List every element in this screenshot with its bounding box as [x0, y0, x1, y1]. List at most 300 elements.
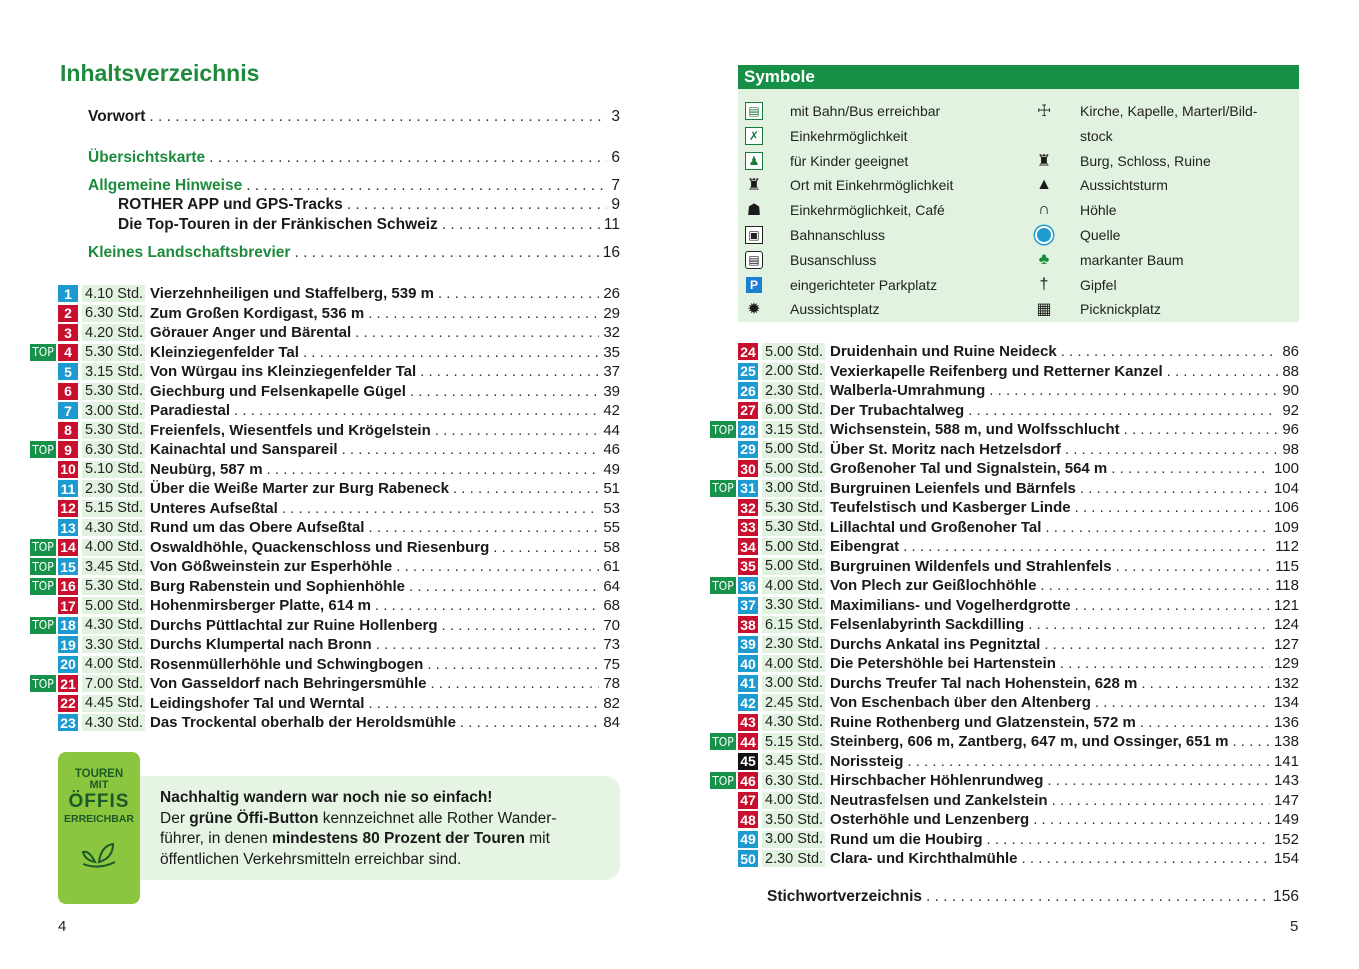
top-badge: TOP: [30, 539, 56, 556]
tour-row[interactable]: [710, 771, 1299, 791]
tour-number: 17: [58, 597, 78, 614]
church-icon: ☩: [1036, 103, 1052, 120]
tour-number: 30: [738, 460, 758, 477]
tour-row[interactable]: [710, 440, 1299, 460]
toc-entry-uebersichtskarte[interactable]: [88, 149, 620, 167]
offi-headline: Nachhaltig wandern war noch nie so einfach!: [160, 789, 493, 806]
toc-entry-vorwort[interactable]: [88, 108, 620, 126]
offi-text: [160, 788, 610, 870]
tour-row[interactable]: [30, 499, 620, 519]
toc-label: Allgemeine Hinweise: [88, 177, 243, 194]
castle-icon: ♜: [1036, 152, 1052, 170]
symbol-entry: [1033, 299, 1161, 319]
viewpoint-icon: ✹: [747, 301, 761, 319]
tour-page: 129: [1273, 655, 1299, 673]
tour-name: Von Eschenbach über den Altenberg: [830, 694, 1091, 712]
toc-label: Kleines Landschaftsbrevier: [88, 244, 291, 261]
tour-name: Steinberg, 606 m, Zantberg, 647 m, und Ossinger, 651 m: [830, 733, 1229, 751]
top-badge: TOP: [30, 441, 56, 458]
leader-dots: [1124, 421, 1279, 438]
top-badge: TOP: [30, 578, 56, 595]
tour-row[interactable]: [30, 518, 620, 538]
page-number-right: 5: [1290, 918, 1299, 935]
leader-dots: [460, 714, 599, 731]
tour-page: 90: [1282, 382, 1299, 400]
leaf-icon: [79, 838, 119, 870]
tour-number: 41: [738, 675, 758, 692]
family-icon: ♟: [743, 151, 765, 171]
tour-name: Neubürg, 587 m: [150, 460, 263, 478]
leader-dots: [1022, 850, 1270, 867]
tour-name: Die Petershöhle bei Hartenstein: [830, 655, 1056, 673]
tour-page: 154: [1273, 850, 1299, 868]
tour-page: 64: [603, 577, 620, 595]
tour-duration: 5.00 Std.: [762, 460, 825, 477]
toc-entry-brevier[interactable]: [88, 244, 620, 262]
tour-number: 13: [58, 519, 78, 536]
tour-name: Über die Weiße Marter zur Burg Rabeneck: [150, 480, 449, 498]
symbol-entry: [743, 225, 885, 245]
tour-row[interactable]: [710, 791, 1299, 811]
leader-dots: [1116, 558, 1272, 575]
tour-row[interactable]: [30, 713, 620, 733]
tour-name: Von Gößweinstein zur Esperhöhle: [150, 558, 393, 576]
tour-row[interactable]: [710, 732, 1299, 752]
tour-row[interactable]: [710, 615, 1299, 635]
tour-row[interactable]: [30, 304, 620, 324]
tour-duration: 4.30 Std.: [82, 617, 145, 634]
symbol-entry: [743, 250, 876, 270]
leader-dots: [1065, 441, 1278, 458]
tour-number: 1: [58, 285, 78, 302]
leader-dots: [1095, 694, 1270, 711]
tour-page: 84: [603, 714, 620, 732]
tour-row[interactable]: [710, 342, 1299, 362]
toc-entry-top-touren[interactable]: [118, 216, 620, 234]
tour-number: 42: [738, 694, 758, 711]
tour-page: 68: [603, 597, 620, 615]
tour-page: 73: [603, 636, 620, 654]
top-badge: TOP: [710, 480, 736, 497]
top-badge: TOP: [710, 772, 736, 789]
tour-duration: 5.30 Std.: [762, 499, 825, 516]
tour-row[interactable]: [30, 538, 620, 558]
tour-page: 149: [1273, 811, 1299, 829]
symbol-entry: [743, 101, 940, 121]
symbol-label: Burg, Schloss, Ruine: [1080, 152, 1211, 169]
tour-number: 50: [738, 850, 758, 867]
tour-number: 45: [738, 753, 758, 770]
tour-duration: 3.50 Std.: [762, 811, 825, 828]
tour-name: Ruine Rothenberg und Glatzenstein, 572 m: [830, 713, 1136, 731]
tour-number: 21: [58, 675, 78, 692]
symbol-entry: [1033, 101, 1257, 121]
leader-dots: [989, 382, 1278, 399]
top-badge: TOP: [30, 344, 56, 361]
tour-duration: 5.30 Std.: [82, 383, 145, 400]
toc-page: 6: [611, 149, 620, 166]
tour-page: 39: [603, 382, 620, 400]
tour-number: 19: [58, 636, 78, 653]
tour-row[interactable]: [30, 382, 620, 402]
tour-name: Freienfels, Wiesentfels und Krögelstein: [150, 421, 431, 439]
toc-label: Stichwortverzeichnis: [767, 888, 923, 905]
tour-name: Über St. Moritz nach Hetzelsdorf: [830, 440, 1061, 458]
leader-dots: [409, 578, 599, 595]
offi-text-part: kennzeichnet alle Rother Wander-: [318, 809, 557, 827]
tour-duration: 3.45 Std.: [82, 558, 145, 575]
tour-number: 48: [738, 811, 758, 828]
tour-page: 70: [603, 616, 620, 634]
tour-number: 23: [58, 714, 78, 731]
tour-number: 31: [738, 480, 758, 497]
toc-page: 11: [603, 216, 620, 233]
symbol-entry: [743, 200, 945, 220]
tour-page: 49: [603, 460, 620, 478]
tour-row[interactable]: [30, 362, 620, 382]
leader-dots: [1167, 363, 1279, 380]
tour-row[interactable]: [710, 459, 1299, 479]
tour-duration: 3.30 Std.: [762, 597, 825, 614]
tour-number: 3: [58, 324, 78, 341]
toc-entry-app[interactable]: [118, 196, 620, 214]
tour-duration: 4.30 Std.: [82, 519, 145, 536]
leader-dots: [368, 695, 599, 712]
tour-duration: 3.00 Std.: [762, 480, 825, 497]
tour-page: 88: [1282, 362, 1299, 380]
tour-name: Leidingshofer Tal und Werntal: [150, 694, 365, 712]
leader-dots: [1075, 499, 1270, 516]
tour-duration: 2.45 Std.: [762, 694, 825, 711]
tour-name: Görauer Anger und Bärental: [150, 324, 352, 342]
toc-page: 3: [611, 108, 620, 125]
bus-icon: ▤: [743, 250, 765, 270]
leader-dots: [427, 656, 599, 673]
tour-row[interactable]: [30, 323, 620, 343]
symbol-label: markanter Baum: [1080, 251, 1184, 268]
tour-duration: 4.00 Std.: [762, 655, 825, 672]
leader-dots: [368, 305, 599, 322]
offi-text-part: führer, in denen: [160, 830, 273, 847]
tour-duration: 2.00 Std.: [762, 363, 825, 380]
leader-dots: [410, 383, 599, 400]
tour-page: 53: [603, 499, 620, 517]
top-badge: TOP: [710, 421, 736, 438]
tour-number: 11: [58, 480, 78, 497]
tour-row[interactable]: [30, 557, 620, 577]
tour-row[interactable]: [30, 401, 620, 421]
leader-dots: [435, 422, 600, 439]
tour-number: 49: [738, 831, 758, 848]
symbol-label: Gipfel: [1080, 276, 1117, 293]
tour-duration: 2.30 Std.: [762, 382, 825, 399]
tour-number: 12: [58, 500, 78, 517]
tour-duration: 6.00 Std.: [762, 402, 825, 419]
tour-duration: 5.00 Std.: [762, 343, 825, 360]
tour-row[interactable]: [710, 576, 1299, 596]
tour-page: 26: [603, 285, 620, 303]
tour-duration: 4.00 Std.: [762, 577, 825, 594]
tour-page: 82: [603, 694, 620, 712]
symbol-entry: [1033, 250, 1183, 270]
tour-row[interactable]: [710, 537, 1299, 557]
tour-name: Rund um das Obere Aufseßtal: [150, 519, 365, 537]
tour-number: 40: [738, 655, 758, 672]
tour-page: 58: [603, 538, 620, 556]
tour-page: 96: [1282, 421, 1299, 439]
tour-name: Osterhöhle und Lenzenberg: [830, 811, 1030, 829]
symbol-label: Bahnanschluss: [790, 227, 885, 243]
tour-duration: 4.20 Std.: [82, 324, 145, 341]
leader-dots: [903, 538, 1271, 555]
symbol-entry: [743, 175, 953, 195]
toc-label: ROTHER APP und GPS-Tracks: [118, 196, 343, 213]
symbol-label: für Kinder geeignet: [790, 152, 909, 169]
tour-name: Burgruinen Wildenfels und Strahlenfels: [830, 557, 1112, 575]
tour-page: 61: [603, 558, 620, 576]
tour-name: Von Gasseldorf nach Behringersmühle: [150, 675, 427, 693]
leader-dots: [986, 831, 1269, 848]
tour-page: 112: [1275, 538, 1299, 556]
tour-number: 38: [738, 616, 758, 633]
leader-dots: [1111, 460, 1270, 477]
tour-name: Der Trubachtalweg: [830, 401, 965, 419]
tour-row[interactable]: [30, 343, 620, 363]
offi-text-part: öffentlichen Verkehrsmitteln erreichbar sind.: [160, 850, 462, 868]
tour-row[interactable]: [710, 557, 1299, 577]
tour-name: Durchs Ankatal ins Pegnitztal: [830, 635, 1041, 653]
tour-row[interactable]: [30, 635, 620, 655]
tour-number: 29: [738, 441, 758, 458]
tour-row[interactable]: [30, 674, 620, 694]
symbol-label: eingerichteter Parkplatz: [790, 276, 938, 293]
tour-row[interactable]: [710, 381, 1299, 401]
tour-row[interactable]: [30, 596, 620, 616]
spacer: [1033, 126, 1055, 146]
tour-name: Hohenmirsberger Platte, 614 m: [150, 597, 371, 615]
top-badge: TOP: [30, 675, 56, 692]
symbol-entry: [743, 299, 879, 319]
tour-name: Burg Rabenstein und Sophienhöhle: [150, 577, 405, 595]
tour-number: 24: [738, 343, 758, 360]
tour-row[interactable]: [710, 596, 1299, 616]
leader-dots: [1061, 343, 1279, 360]
tour-name: Vexierkapelle Reifenberg und Retterner Kanzel: [830, 362, 1163, 380]
tour-row[interactable]: [710, 693, 1299, 713]
tour-duration: 5.00 Std.: [762, 441, 825, 458]
symbol-label: Aussichtsplatz: [790, 301, 880, 318]
tour-row[interactable]: [30, 577, 620, 597]
tour-row[interactable]: [30, 460, 620, 480]
tour-name: Walberla-Umrahmung: [830, 382, 986, 400]
leader-dots: [375, 597, 599, 614]
leader-dots: [355, 324, 599, 341]
tour-row[interactable]: [710, 498, 1299, 518]
tour-row[interactable]: [710, 713, 1299, 733]
tour-name: Wichsenstein, 588 m, und Wolfsschlucht: [830, 421, 1120, 439]
tour-name: Kleinziegenfelder Tal: [150, 343, 299, 361]
tour-duration: 3.15 Std.: [82, 363, 145, 380]
leader-dots: [303, 344, 599, 361]
tour-row[interactable]: [30, 440, 620, 460]
tour-row[interactable]: [30, 694, 620, 714]
symbol-entry: [1033, 151, 1211, 171]
tour-number: 20: [58, 656, 78, 673]
tour-name: Von Plech zur Geißlochhöhle: [830, 577, 1037, 595]
leader-dots: [1045, 519, 1270, 536]
tour-page: 152: [1273, 830, 1299, 848]
tour-duration: 5.30 Std.: [82, 422, 145, 439]
page-title: Inhaltsverzeichnis: [60, 60, 260, 86]
tour-page: 121: [1273, 596, 1299, 614]
tour-row[interactable]: [710, 830, 1299, 850]
leader-dots: [1080, 480, 1270, 497]
tour-duration: 5.00 Std.: [762, 558, 825, 575]
tour-row[interactable]: [710, 479, 1299, 499]
symbol-label: Aussichtsturm: [1080, 177, 1168, 194]
tour-row[interactable]: [30, 479, 620, 499]
tour-name: Durchs Treufer Tal nach Hohenstein, 628 m: [830, 674, 1138, 692]
tour-number: 2: [58, 305, 78, 322]
toc-page: 16: [602, 244, 620, 261]
symbol-entry: [743, 126, 908, 146]
tour-row[interactable]: [710, 401, 1299, 421]
tour-page: 134: [1273, 694, 1299, 712]
tower-icon: ▲: [1036, 176, 1052, 194]
tour-number: 43: [738, 714, 758, 731]
tour-duration: 5.30 Std.: [82, 578, 145, 595]
tour-name: Clara- und Kirchthalmühle: [830, 850, 1018, 868]
tour-number: 18: [58, 617, 78, 634]
symbol-entry: [1033, 275, 1117, 295]
tour-duration: 4.00 Std.: [82, 656, 145, 673]
tour-number: 27: [738, 402, 758, 419]
tour-name: Das Trockental oberhalb der Heroldsmühle: [150, 714, 456, 732]
tour-row[interactable]: [710, 420, 1299, 440]
tour-duration: 3.15 Std.: [762, 421, 825, 438]
tour-page: 98: [1282, 440, 1299, 458]
tour-name: Großenoher Tal und Signalstein, 564 m: [830, 460, 1108, 478]
tour-row[interactable]: [710, 810, 1299, 830]
tour-duration: 2.30 Std.: [82, 480, 145, 497]
tour-duration: 3.00 Std.: [762, 675, 825, 692]
symbol-label: Einkehrmöglichkeit, Café: [790, 202, 945, 219]
tour-number: 7: [58, 402, 78, 419]
tour-row[interactable]: [30, 284, 620, 304]
tour-page: 32: [603, 324, 620, 342]
toc-entry-stichwortverzeichnis[interactable]: [767, 888, 1299, 906]
picnic-icon: ▦: [1036, 301, 1052, 319]
symbol-entry: [743, 275, 937, 295]
tour-number: 10: [58, 461, 78, 478]
offi-badge-line: MIT: [89, 779, 109, 791]
leader-dots: [1140, 714, 1270, 731]
tour-number: 5: [58, 363, 78, 380]
tour-row[interactable]: [30, 655, 620, 675]
leader-dots: [968, 402, 1278, 419]
offi-badge-line: ERREICHBAR: [63, 813, 134, 825]
village-icon: ♜: [746, 177, 762, 195]
tour-number: 26: [738, 382, 758, 399]
tour-page: 138: [1273, 733, 1299, 751]
tour-row[interactable]: [710, 518, 1299, 538]
tour-row[interactable]: [710, 674, 1299, 694]
tour-row[interactable]: [30, 616, 620, 636]
tour-row[interactable]: [710, 752, 1299, 772]
tour-duration: 6.30 Std.: [762, 772, 825, 789]
symbol-entry: [1033, 126, 1113, 146]
tour-number: 6: [58, 383, 78, 400]
offi-text-part: grüne Öffi-Button: [189, 809, 319, 827]
leader-dots: [376, 636, 600, 653]
tour-number: 35: [738, 558, 758, 575]
toc-label: Vorwort: [88, 108, 146, 125]
tour-number: 9: [58, 441, 78, 458]
leader-dots: [234, 402, 599, 419]
tour-row[interactable]: [710, 654, 1299, 674]
tour-name: Unteres Aufseßtal: [150, 499, 278, 517]
tour-name: Teufelstisch und Kasberger Linde: [830, 499, 1071, 517]
tour-name: Vierzehnheiligen und Staffelberg, 539 m: [150, 285, 434, 303]
top-badge: TOP: [710, 577, 736, 594]
toc-page: 9: [611, 196, 620, 213]
tour-name: Von Würgau ins Kleinziegenfelder Tal: [150, 363, 417, 381]
tour-name: Oswaldhöhle, Quackenschloss und Riesenburg: [150, 538, 490, 556]
tour-row[interactable]: [710, 362, 1299, 382]
house-icon: ☗: [746, 202, 762, 220]
tour-name: Rosenmüllerhöhle und Schwingbogen: [150, 655, 424, 673]
leader-dots: [368, 519, 599, 536]
tour-page: 115: [1275, 557, 1299, 575]
tour-row[interactable]: [710, 635, 1299, 655]
tour-number: 44: [738, 733, 758, 750]
tour-row[interactable]: [710, 849, 1299, 869]
tour-page: 55: [603, 519, 620, 537]
symbol-entry: [1033, 200, 1117, 220]
tour-number: 15: [58, 558, 78, 575]
tour-duration: 6.30 Std.: [82, 441, 145, 458]
tour-duration: 5.15 Std.: [82, 500, 145, 517]
toc-entry-hinweise[interactable]: [88, 177, 620, 195]
tour-duration: 3.00 Std.: [82, 402, 145, 419]
offi-badge-line: ÖFFIS: [68, 791, 130, 812]
tour-duration: 4.45 Std.: [82, 695, 145, 712]
tour-page: 29: [603, 304, 620, 322]
leader-dots: [453, 480, 599, 497]
symbol-label: Ort mit Einkehrmöglichkeit: [790, 177, 954, 194]
tour-name: Rund um die Houbirg: [830, 830, 983, 848]
tour-duration: 3.30 Std.: [82, 636, 145, 653]
tour-page: 44: [603, 421, 620, 439]
tour-page: 104: [1273, 479, 1299, 497]
tour-number: 4: [58, 344, 78, 361]
leader-dots: [907, 753, 1270, 770]
top-badge: TOP: [30, 617, 56, 634]
symbols-header: Symbole: [738, 65, 1299, 89]
top-badge: TOP: [30, 558, 56, 575]
tour-name: Neutrasfelsen und Zankelstein: [830, 791, 1048, 809]
tour-duration: 5.15 Std.: [762, 733, 825, 750]
tour-page: 109: [1273, 518, 1299, 536]
tour-duration: 6.30 Std.: [82, 305, 145, 322]
hiker-icon: ✗: [743, 126, 765, 146]
symbol-label: Busanschluss: [790, 251, 877, 268]
toc-page: 156: [1273, 888, 1299, 905]
tour-number: 46: [738, 772, 758, 789]
tour-number: 36: [738, 577, 758, 594]
tour-row[interactable]: [30, 421, 620, 441]
symbol-label: Einkehrmöglichkeit: [790, 127, 908, 144]
